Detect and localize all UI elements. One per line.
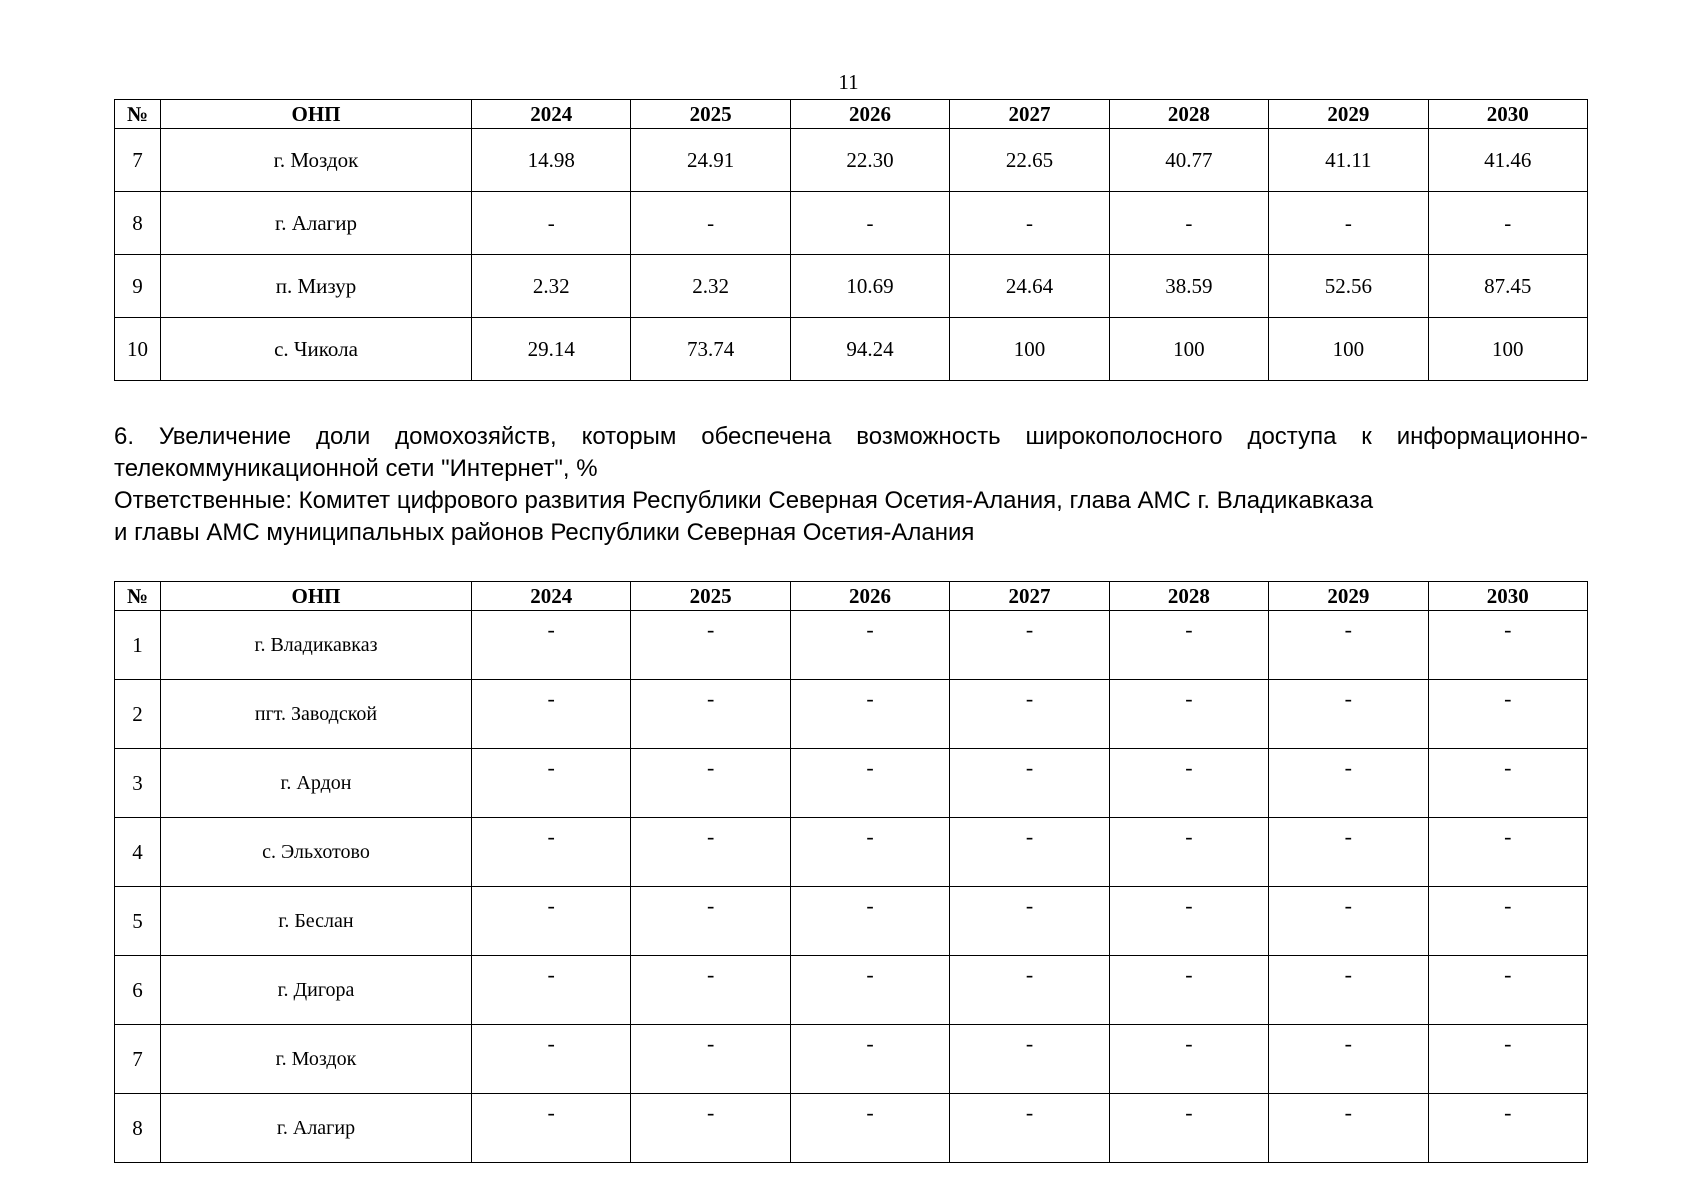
value-cell: 40.77 [1109,129,1268,192]
value-cell: - [950,680,1109,749]
value-cell: - [1109,1025,1268,1094]
value-cell: - [631,680,790,749]
value-cell: - [472,1025,631,1094]
value-cell: - [1428,749,1587,818]
settlement-name-cell: пгт. Заводской [161,680,472,749]
row-number-cell: 1 [115,611,161,680]
settlement-name-cell: с. Чикола [161,318,472,381]
table-row [115,887,1588,956]
value-cell: - [950,1094,1109,1163]
value-cell: - [631,818,790,887]
value-cell: - [1109,956,1268,1025]
value-cell: 10.69 [790,255,949,318]
header-cell: 2030 [1428,100,1587,129]
settlement-name-cell: г. Моздок [161,129,472,192]
value-cell: - [631,749,790,818]
value-cell: 2.32 [472,255,631,318]
row-number-cell: 8 [115,1094,161,1163]
value-cell: - [950,887,1109,956]
header-cell: 2024 [472,100,631,129]
row-number-cell: 7 [115,1025,161,1094]
header-cell: 2028 [1109,582,1268,611]
table-row [115,749,1588,818]
settlement-name-cell: г. Владикавказ [161,611,472,680]
value-cell: - [1428,611,1587,680]
value-cell: - [472,956,631,1025]
header-cell: 2027 [950,100,1109,129]
value-cell: 38.59 [1109,255,1268,318]
table-row [115,1094,1588,1163]
settlement-name-cell: г. Дигора [161,956,472,1025]
value-cell: 73.74 [631,318,790,381]
value-cell: - [1269,1094,1428,1163]
value-cell: - [950,1025,1109,1094]
row-number-cell: 2 [115,680,161,749]
header-cell: № [115,100,161,129]
value-cell: - [950,956,1109,1025]
value-cell: 41.46 [1428,129,1587,192]
header-cell: ОНП [161,100,472,129]
value-cell: - [1269,192,1428,255]
value-cell: - [1109,749,1268,818]
header-cell: ОНП [161,582,472,611]
value-cell: - [472,611,631,680]
table-row [115,818,1588,887]
table-row [115,611,1588,680]
table-row [115,255,1588,318]
value-cell: 52.56 [1269,255,1428,318]
value-cell: - [631,1025,790,1094]
value-cell: - [1428,818,1587,887]
value-cell: 100 [950,318,1109,381]
settlement-name-cell: г. Алагир [161,1094,472,1163]
table-body [115,611,1588,1163]
value-cell: 29.14 [472,318,631,381]
value-cell: - [472,749,631,818]
settlement-name-cell: п. Мизур [161,255,472,318]
table-row [115,192,1588,255]
page-number: 11 [838,70,859,94]
value-cell: - [1269,611,1428,680]
value-cell: - [1109,818,1268,887]
indicator-table-top [114,99,1588,381]
value-cell: 100 [1428,318,1587,381]
value-cell: - [790,956,949,1025]
settlement-name-cell: г. Ардон [161,749,472,818]
row-number-cell: 9 [115,255,161,318]
value-cell: - [1269,749,1428,818]
value-cell: - [631,611,790,680]
table-row [115,1025,1588,1094]
row-number-cell: 6 [115,956,161,1025]
value-cell: - [472,192,631,255]
value-cell: - [950,749,1109,818]
value-cell: - [1109,1094,1268,1163]
value-cell: 24.64 [950,255,1109,318]
value-cell: - [950,611,1109,680]
value-cell: - [790,1094,949,1163]
value-cell: - [1428,680,1587,749]
value-cell: - [472,680,631,749]
value-cell: - [631,956,790,1025]
settlement-name-cell: с. Эльхотово [161,818,472,887]
table-header-row [115,100,1588,129]
header-cell: 2030 [1428,582,1587,611]
value-cell: - [1269,818,1428,887]
settlement-name-cell: г. Алагир [161,192,472,255]
header-cell: 2027 [950,582,1109,611]
header-cell: № [115,582,161,611]
value-cell: - [1428,192,1587,255]
value-cell: - [790,818,949,887]
value-cell: - [472,818,631,887]
value-cell: - [1109,680,1268,749]
value-cell: - [1428,956,1587,1025]
table-body [115,129,1588,381]
row-number-cell: 5 [115,887,161,956]
value-cell: 22.30 [790,129,949,192]
value-cell: - [1269,1025,1428,1094]
row-number-cell: 3 [115,749,161,818]
settlement-name-cell: г. Беслан [161,887,472,956]
value-cell: 14.98 [472,129,631,192]
header-cell: 2028 [1109,100,1268,129]
value-cell: - [950,818,1109,887]
row-number-cell: 4 [115,818,161,887]
value-cell: 94.24 [790,318,949,381]
row-number-cell: 7 [115,129,161,192]
value-cell: - [1109,192,1268,255]
value-cell: - [1428,887,1587,956]
value-cell: - [1428,1025,1587,1094]
header-cell: 2025 [631,582,790,611]
header-cell: 2026 [790,582,949,611]
value-cell: - [950,192,1109,255]
value-cell: 100 [1109,318,1268,381]
value-cell: - [631,1094,790,1163]
header-cell: 2026 [790,100,949,129]
value-cell: 22.65 [950,129,1109,192]
value-cell: - [631,192,790,255]
table-row [115,956,1588,1025]
value-cell: - [1269,887,1428,956]
header-cell: 2025 [631,100,790,129]
responsible-line: Ответственные: Комитет цифрового развития Республики Северная Осетия-Алания, глава АМС г. Владикавказа [114,487,1374,514]
value-cell: 41.11 [1269,129,1428,192]
section-title: 6. Увеличение доли домохозяйств, которым обеспечена возможность широкополосного доступа к информационно-телекоммуникационной сети "Интернет", % [114,423,1588,482]
table-header-row [115,582,1588,611]
indicator-table-bottom [114,581,1588,1163]
settlement-name-cell: г. Моздок [161,1025,472,1094]
header-cell: 2029 [1269,582,1428,611]
value-cell: - [790,749,949,818]
value-cell: 87.45 [1428,255,1587,318]
value-cell: - [472,887,631,956]
responsible-parties [114,485,1588,549]
value-cell: - [1428,1094,1587,1163]
value-cell: - [1269,956,1428,1025]
row-number-cell: 8 [115,192,161,255]
table-row [115,318,1588,381]
value-cell: 24.91 [631,129,790,192]
table-row [115,680,1588,749]
header-cell: 2029 [1269,100,1428,129]
value-cell: - [472,1094,631,1163]
value-cell: - [1109,887,1268,956]
value-cell: - [1109,611,1268,680]
value-cell: - [790,887,949,956]
responsible-line: и главы АМС муниципальных районов Республики Северная Осетия-Алания [114,519,975,546]
row-number-cell: 10 [115,318,161,381]
value-cell: - [631,887,790,956]
table-row [115,129,1588,192]
header-cell: 2024 [472,582,631,611]
value-cell: - [790,680,949,749]
value-cell: - [1269,680,1428,749]
value-cell: 100 [1269,318,1428,381]
value-cell: 2.32 [631,255,790,318]
value-cell: - [790,1025,949,1094]
value-cell: - [790,611,949,680]
value-cell: - [790,192,949,255]
